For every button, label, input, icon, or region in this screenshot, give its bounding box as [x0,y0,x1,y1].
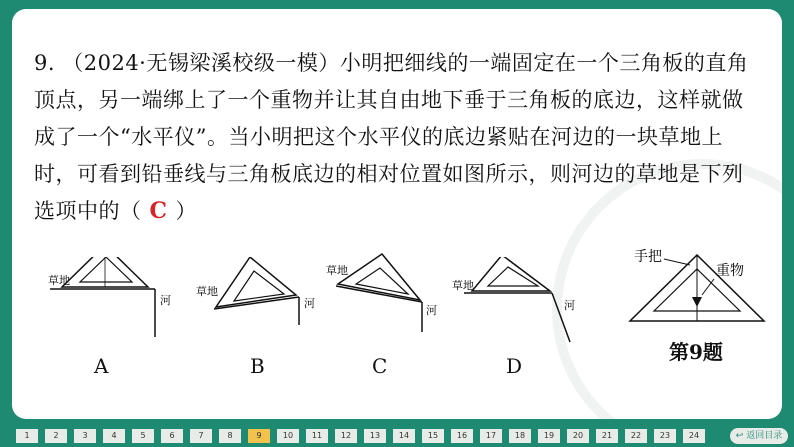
page-button[interactable]: 13 [364,429,386,443]
option-c-figure [322,252,462,337]
back-arrow-icon: ↩ [735,431,744,441]
page-button[interactable]: 7 [190,429,212,443]
weight-label: 重物 [716,263,744,279]
page-button[interactable]: 15 [422,429,444,443]
back-to-contents-button[interactable] [730,428,788,444]
question-body: 小明把细线的一端固定在一个三角板的直角顶点，另一端绑上了一个重物并让其自由地下垂于三角板的底边，这样就做成了一个“水平仪”。当小明把这个水平仪的底边紧贴在河边的一块草地上时，可看到铅垂线与三角板底边的相对位置如图所示，则河边的草地是下列选项中的（ [34,51,749,223]
page-button[interactable]: 16 [451,429,473,443]
option-d-figure [452,257,592,347]
option-d-label: D [506,354,523,378]
page-button[interactable]: 17 [480,429,502,443]
page-button[interactable]: 11 [306,429,328,443]
page-button[interactable]: 14 [393,429,415,443]
river-label: 河 [564,299,575,312]
river-label: 河 [160,294,171,307]
option-a-figure [40,257,180,337]
option-c-label: C [372,354,388,378]
grass-label: 草地 [48,274,70,287]
grass-label: 草地 [196,285,218,298]
question-number: 9. [34,51,56,75]
page-button[interactable]: 23 [654,429,676,443]
page-button[interactable]: 21 [596,429,618,443]
level-figure [624,237,774,332]
option-a-label: A [94,354,109,378]
question-card [12,9,782,419]
grass-label: 草地 [452,279,474,292]
page-button[interactable]: 22 [625,429,647,443]
page-navigation [0,424,794,447]
page-button[interactable]: 24 [683,429,705,443]
question-close: ） [175,199,198,223]
page-button[interactable]: 5 [132,429,154,443]
page-button[interactable]: 19 [538,429,560,443]
question-text [34,45,764,230]
answer: C [149,198,168,224]
river-label: 河 [304,297,315,310]
page-button[interactable]: 1 [16,429,38,443]
page-button[interactable]: 6 [161,429,183,443]
option-b-label: B [250,354,265,378]
river-label: 河 [426,304,437,317]
page-button[interactable]: 4 [103,429,125,443]
page-button[interactable]: 8 [219,429,241,443]
handle-label: 手把 [634,249,662,265]
grass-label: 草地 [326,264,348,277]
page-button[interactable]: 20 [567,429,589,443]
page-button[interactable]: 2 [45,429,67,443]
page-button[interactable]: 12 [335,429,357,443]
page-button[interactable]: 3 [74,429,96,443]
page-button[interactable]: 10 [277,429,299,443]
figure-caption: 第9题 [669,340,723,364]
page-button[interactable]: 18 [509,429,531,443]
page-button-active[interactable]: 9 [248,429,270,443]
question-source: （2024·无锡梁溪校级一模） [62,51,340,75]
option-b-figure [196,257,336,337]
back-button-label: 返回目录 [746,431,783,441]
